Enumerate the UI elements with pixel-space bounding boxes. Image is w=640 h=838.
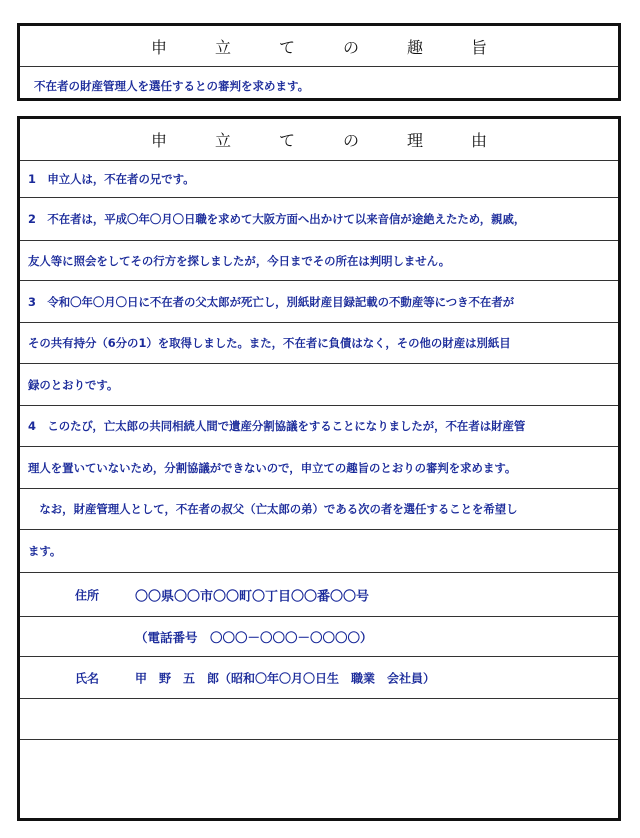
reason-line-6-row — [20, 364, 618, 406]
purpose-text: 不在者の財産管理人を選任するとの審判を求めます。 — [34, 79, 310, 93]
reasons-rows — [20, 160, 618, 782]
blank-row-2 — [20, 740, 618, 782]
address-row — [20, 573, 618, 617]
name-value: 甲 野 五 郎（昭和〇年〇月〇日生 職業 会社員） — [135, 671, 436, 685]
reason-line-6: 録のとおりです。 — [28, 377, 119, 392]
reason-line-8-row — [20, 447, 618, 489]
reasons-heading: 申立ての理由 — [150, 131, 535, 150]
phone-value: （電話番号 〇〇〇－〇〇〇－〇〇〇〇） — [135, 629, 373, 645]
reason-line-4-row — [20, 281, 618, 323]
purpose-section — [17, 23, 621, 101]
blank-row-1 — [20, 699, 618, 740]
reasons-section — [17, 116, 621, 821]
reason-line-3: 友人等に照会をしてその行方を探しましたが，今日までその所在は判明しません。 — [28, 253, 451, 268]
reason-line-4: 3 令和〇年〇月〇日に不在者の父太郎が死亡し，別紙財産目録記載の不動産等につき不在者が — [28, 294, 515, 309]
name-label: 氏名 — [75, 671, 100, 685]
reason-line-9-row — [20, 489, 618, 530]
reason-line-7-row — [20, 406, 618, 447]
reason-line-10: ます。 — [28, 544, 62, 558]
phone-row — [20, 617, 618, 657]
reason-line-3-row — [20, 241, 618, 281]
reasons-heading-row — [20, 119, 618, 161]
reason-line-7: 4 このたび，亡太郎の共同相続人間で遺産分割協議をすることになりましたが，不在者は財産管 — [28, 419, 526, 433]
reason-line-9: なお，財産管理人として，不在者の叔父（亡太郎の弟）である次の者を選任することを希望し — [28, 502, 518, 516]
reason-line-1: 1 申立人は，不在者の兄です。 — [28, 171, 195, 186]
address-value: 〇〇県〇〇市〇〇町〇丁目〇〇番〇〇号 — [135, 589, 370, 604]
name-row — [20, 657, 618, 699]
purpose-heading: 申立ての趣旨 — [150, 37, 535, 57]
reason-line-5: その共有持分（6分の1）を取得しました。また，不在者に負債はなく，その他の財産は別紙目 — [28, 336, 511, 350]
reason-line-5-row — [20, 323, 618, 364]
reason-line-2: 2 不在者は，平成〇年〇月〇日職を求めて大阪方面へ出かけて以来音信が途絶えたため，親戚， — [28, 212, 526, 226]
reason-line-1-row — [20, 160, 618, 198]
reason-line-2-row — [20, 198, 618, 241]
address-label: 住所 — [75, 588, 100, 602]
purpose-heading-row — [20, 26, 618, 67]
reason-line-8: 理人を置いていないため，分割協議ができないので，申立ての趣旨のとおりの審判を求めます。 — [28, 460, 517, 475]
reason-line-10-row — [20, 530, 618, 573]
